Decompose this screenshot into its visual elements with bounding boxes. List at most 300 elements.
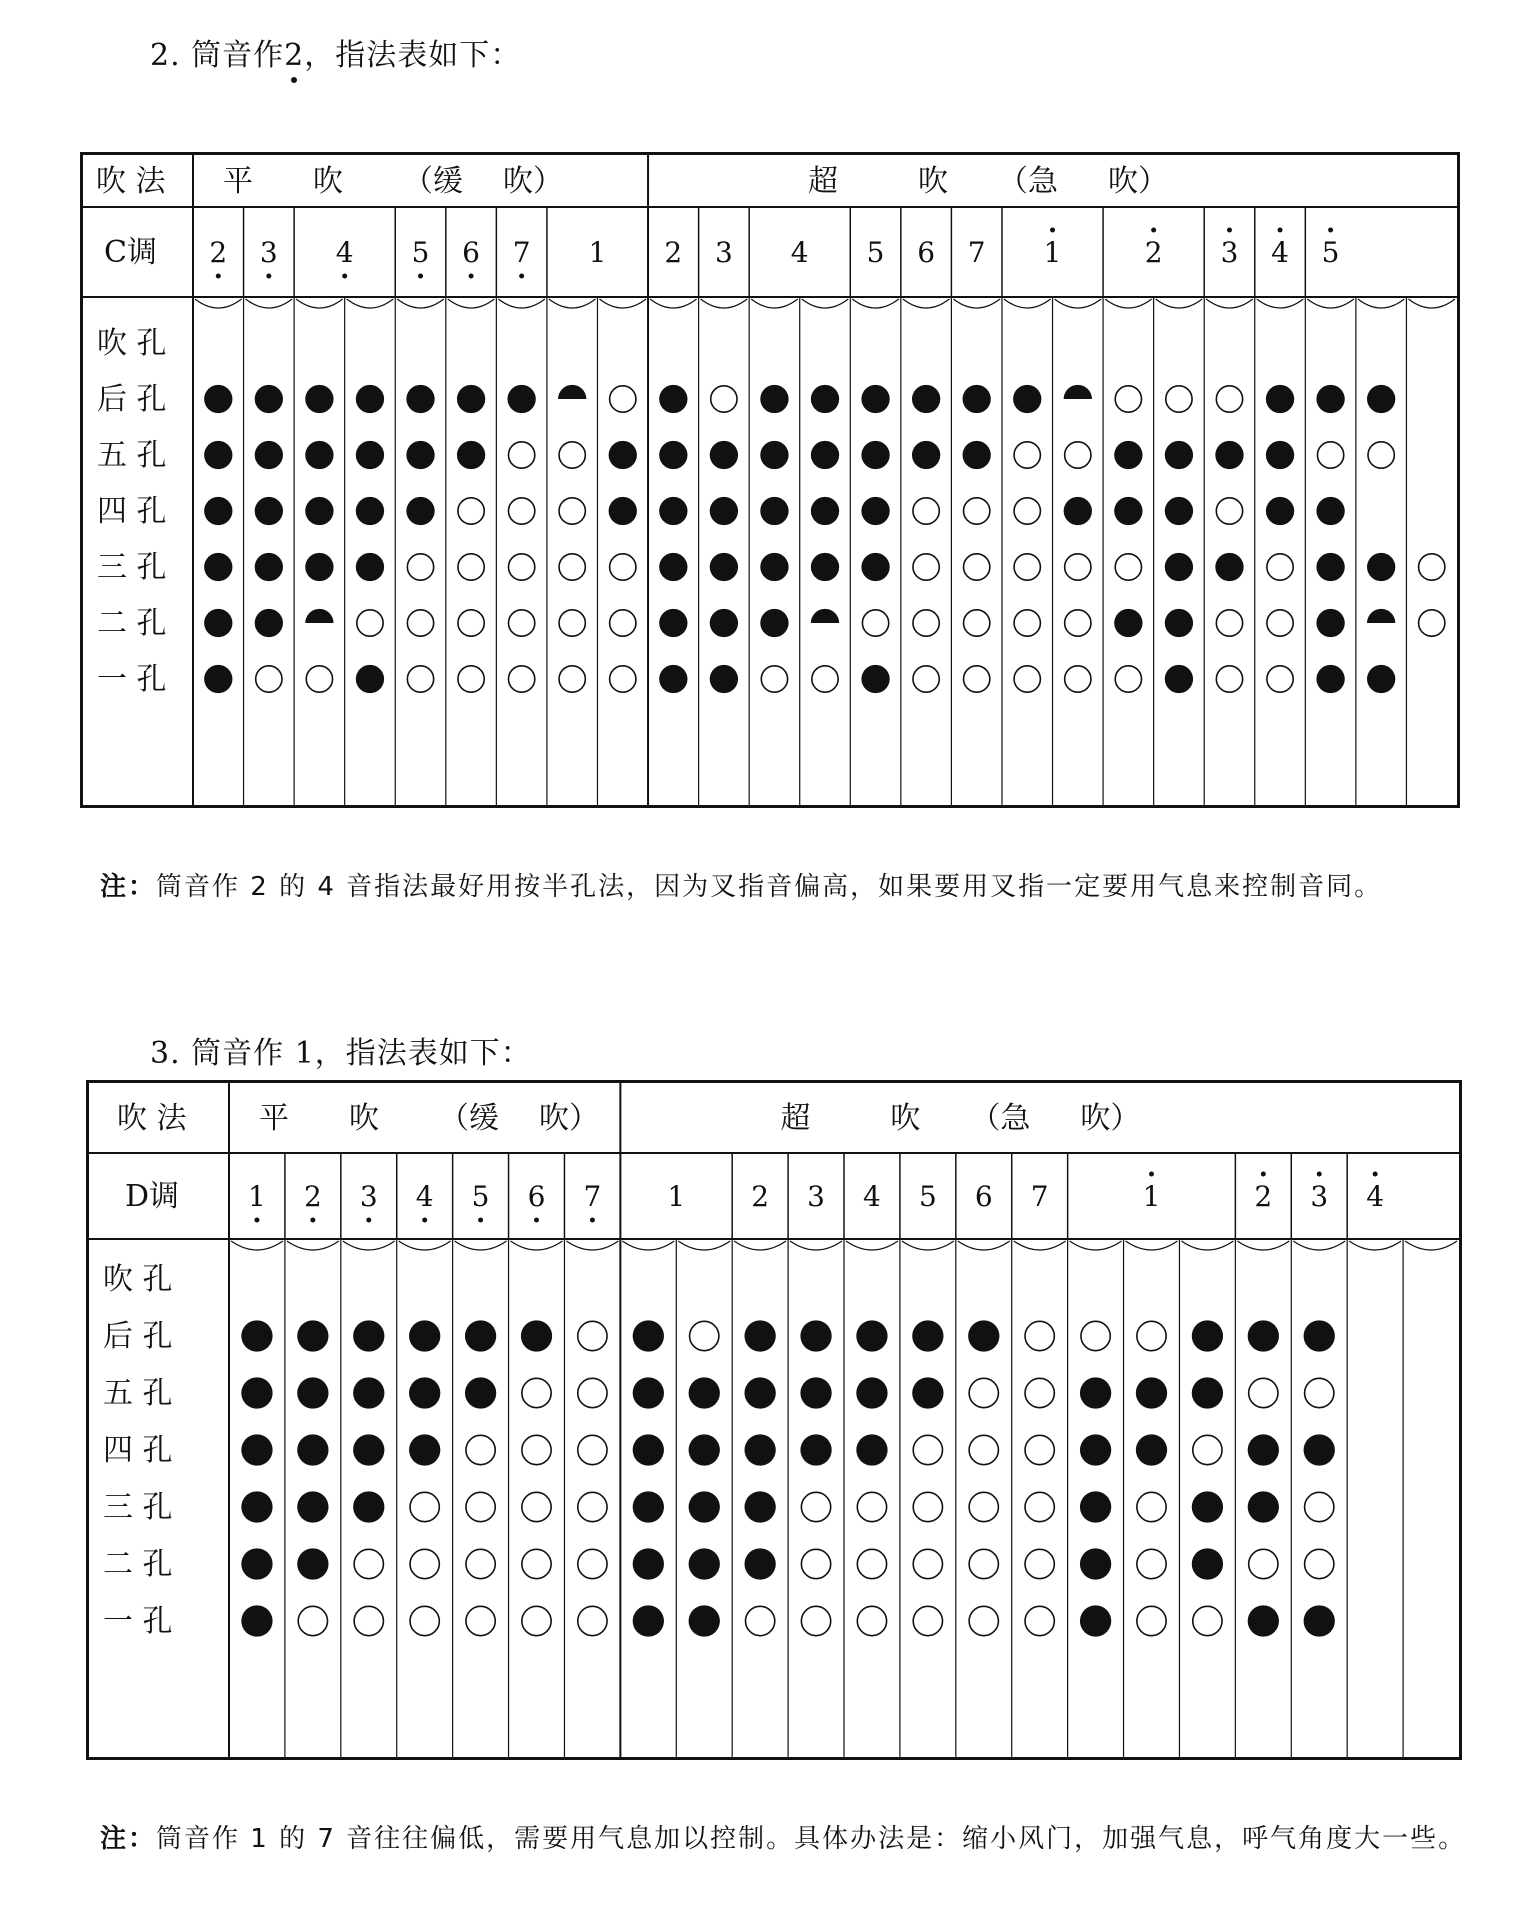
- open-hole-icon: [410, 1549, 439, 1578]
- open-hole-icon: [578, 1549, 607, 1578]
- open-hole-icon: [1065, 442, 1091, 468]
- over-blow-label: 超: [808, 164, 839, 199]
- half-hole-icon: [1367, 609, 1395, 637]
- open-hole-icon: [354, 1606, 383, 1635]
- open-hole-icon: [522, 1492, 551, 1521]
- note-number: 4: [415, 1180, 434, 1213]
- closed-hole-icon: [811, 553, 839, 581]
- open-hole-icon: [913, 610, 939, 636]
- open-hole-icon: [1305, 1378, 1334, 1407]
- over-blow-label: 吹）: [1108, 164, 1169, 199]
- half-hole-icon: [558, 385, 586, 413]
- closed-hole-icon: [1248, 1605, 1279, 1636]
- column-arc: [953, 299, 1000, 308]
- note-number: 1: [248, 1180, 266, 1213]
- flat-blow-label: 吹）: [503, 164, 563, 199]
- low-octave-dot-icon: [266, 274, 271, 279]
- closed-hole-icon: [356, 553, 384, 581]
- closed-hole-icon: [912, 441, 940, 469]
- open-hole-icon: [1267, 666, 1293, 692]
- open-hole-icon: [964, 554, 990, 580]
- closed-hole-icon: [1304, 1320, 1335, 1351]
- column-arc: [846, 1241, 898, 1250]
- low-octave-dot-icon: [422, 1218, 427, 1223]
- open-hole-icon: [410, 1606, 439, 1635]
- low-octave-dot-icon: [469, 274, 474, 279]
- open-hole-icon: [969, 1378, 998, 1407]
- closed-hole-icon: [856, 1320, 887, 1351]
- open-hole-icon: [407, 666, 433, 692]
- low-octave-dot-icon: [478, 1218, 483, 1223]
- over-blow-label: 吹）: [1080, 1101, 1141, 1136]
- closed-hole-icon: [1064, 497, 1092, 525]
- high-octave-dot-icon: [1050, 228, 1055, 233]
- closed-hole-icon: [1192, 1548, 1223, 1579]
- note-number: 3: [359, 1180, 378, 1213]
- closed-hole-icon: [204, 665, 232, 693]
- closed-hole-icon: [689, 1548, 720, 1579]
- closed-hole-icon: [507, 385, 535, 413]
- column-arc: [246, 299, 293, 308]
- closed-hole-icon: [1080, 1605, 1111, 1636]
- closed-hole-icon: [1304, 1605, 1335, 1636]
- open-hole-icon: [857, 1549, 886, 1578]
- open-hole-icon: [913, 498, 939, 524]
- closed-hole-icon: [659, 441, 687, 469]
- closed-hole-icon: [406, 385, 434, 413]
- open-hole-icon: [559, 610, 585, 636]
- open-hole-icon: [508, 442, 534, 468]
- closed-hole-icon: [710, 497, 738, 525]
- open-hole-icon: [1014, 442, 1040, 468]
- open-hole-icon: [969, 1492, 998, 1521]
- row-label-6: 一 孔: [103, 1604, 173, 1639]
- closed-hole-icon: [861, 441, 889, 469]
- open-hole-icon: [1081, 1321, 1110, 1350]
- closed-hole-icon: [255, 441, 283, 469]
- closed-hole-icon: [241, 1548, 272, 1579]
- open-hole-icon: [1249, 1549, 1278, 1578]
- open-hole-icon: [578, 1492, 607, 1521]
- column-arc: [448, 299, 495, 308]
- closed-hole-icon: [744, 1320, 775, 1351]
- closed-hole-icon: [633, 1605, 664, 1636]
- open-hole-icon: [801, 1492, 830, 1521]
- closed-hole-icon: [1114, 441, 1142, 469]
- closed-hole-icon: [912, 385, 940, 413]
- closed-hole-icon: [297, 1434, 328, 1465]
- note-number: 6: [974, 1180, 993, 1213]
- note-number: 6: [917, 236, 936, 269]
- note-text: 筒音作 2 的 4 音指法最好用按半孔法，因为叉指音偏高，如果要用叉指一定要用气息来控制音同。: [156, 872, 1383, 902]
- note-number: 2: [1254, 1180, 1273, 1213]
- closed-hole-icon: [204, 609, 232, 637]
- fingering-table-2: [86, 1080, 1462, 1760]
- low-dot-icon: [291, 77, 297, 83]
- open-hole-icon: [610, 386, 636, 412]
- open-hole-icon: [913, 666, 939, 692]
- over-blow-label: 超: [780, 1101, 811, 1136]
- open-hole-icon: [1025, 1435, 1054, 1464]
- open-hole-icon: [578, 1606, 607, 1635]
- note-number: 5: [1321, 236, 1340, 269]
- closed-hole-icon: [356, 665, 384, 693]
- closed-hole-icon: [912, 1377, 943, 1408]
- closed-hole-icon: [760, 385, 788, 413]
- open-hole-icon: [1305, 1549, 1334, 1578]
- closed-hole-icon: [1114, 497, 1142, 525]
- closed-hole-icon: [760, 609, 788, 637]
- closed-hole-icon: [1165, 665, 1193, 693]
- open-hole-icon: [508, 498, 534, 524]
- column-arc: [650, 299, 697, 308]
- closed-hole-icon: [1316, 609, 1344, 637]
- row-label-3: 四 孔: [97, 494, 167, 529]
- low-octave-dot-icon: [590, 1218, 595, 1223]
- row-label-0: 吹 孔: [97, 326, 167, 361]
- closed-hole-icon: [861, 385, 889, 413]
- closed-hole-icon: [1165, 609, 1193, 637]
- closed-hole-icon: [710, 609, 738, 637]
- open-hole-icon: [1249, 1378, 1278, 1407]
- column-arc: [678, 1241, 730, 1250]
- open-hole-icon: [1267, 610, 1293, 636]
- closed-hole-icon: [297, 1548, 328, 1579]
- closed-hole-icon: [1192, 1320, 1223, 1351]
- open-hole-icon: [913, 554, 939, 580]
- open-hole-icon: [559, 442, 585, 468]
- row-label-6: 一 孔: [97, 662, 167, 697]
- closed-hole-icon: [406, 441, 434, 469]
- closed-hole-icon: [1367, 665, 1395, 693]
- closed-hole-icon: [1266, 441, 1294, 469]
- column-arc: [1307, 299, 1354, 308]
- open-hole-icon: [1014, 610, 1040, 636]
- closed-hole-icon: [659, 665, 687, 693]
- closed-hole-icon: [744, 1491, 775, 1522]
- closed-hole-icon: [963, 385, 991, 413]
- note-number: 7: [583, 1180, 602, 1213]
- open-hole-icon: [578, 1321, 607, 1350]
- closed-hole-icon: [1080, 1434, 1111, 1465]
- open-hole-icon: [610, 610, 636, 636]
- note-label: 注：: [100, 872, 157, 902]
- open-hole-icon: [913, 1435, 942, 1464]
- open-hole-icon: [578, 1378, 607, 1407]
- closed-hole-icon: [241, 1605, 272, 1636]
- heading-prefix: 2. 筒音作: [150, 38, 285, 73]
- column-arc: [397, 299, 444, 308]
- open-hole-icon: [711, 386, 737, 412]
- blow-method-label: 吹 法: [96, 164, 166, 199]
- closed-hole-icon: [861, 553, 889, 581]
- flat-blow-label: 吹: [349, 1101, 379, 1136]
- closed-hole-icon: [1266, 385, 1294, 413]
- row-label-1: 后 孔: [97, 382, 167, 417]
- open-hole-icon: [1305, 1492, 1334, 1521]
- column-arc: [399, 1241, 451, 1250]
- column-arc: [195, 299, 242, 308]
- column-arc: [1070, 1241, 1122, 1250]
- open-hole-icon: [354, 1549, 383, 1578]
- open-hole-icon: [458, 498, 484, 524]
- high-octave-dot-icon: [1227, 228, 1232, 233]
- over-blow-label: （急: [970, 1101, 1031, 1136]
- section-2-note: [100, 1810, 1480, 1868]
- heading-suffix: ，指法表如下：: [304, 38, 522, 73]
- over-blow-label: （急: [998, 164, 1059, 199]
- high-octave-dot-icon: [1151, 228, 1156, 233]
- note-number: 1: [588, 236, 607, 269]
- row-label-4: 三 孔: [103, 1490, 173, 1525]
- open-hole-icon: [964, 610, 990, 636]
- note-number: 7: [967, 236, 986, 269]
- closed-hole-icon: [1248, 1320, 1279, 1351]
- closed-hole-icon: [465, 1320, 496, 1351]
- column-arc: [1181, 1241, 1233, 1250]
- column-arc: [343, 1241, 395, 1250]
- flat-blow-label: （缓: [403, 164, 463, 199]
- closed-hole-icon: [521, 1320, 552, 1351]
- open-hole-icon: [862, 610, 888, 636]
- open-hole-icon: [1193, 1606, 1222, 1635]
- closed-hole-icon: [353, 1434, 384, 1465]
- closed-hole-icon: [255, 497, 283, 525]
- closed-hole-icon: [241, 1377, 272, 1408]
- over-blow-label: 吹: [890, 1101, 921, 1136]
- closed-hole-icon: [1316, 665, 1344, 693]
- open-hole-icon: [559, 666, 585, 692]
- open-hole-icon: [964, 498, 990, 524]
- open-hole-icon: [466, 1549, 495, 1578]
- closed-hole-icon: [744, 1434, 775, 1465]
- closed-hole-icon: [744, 1548, 775, 1579]
- column-arc: [1055, 299, 1102, 308]
- open-hole-icon: [857, 1606, 886, 1635]
- column-arc: [1293, 1241, 1345, 1250]
- closed-hole-icon: [609, 497, 637, 525]
- closed-hole-icon: [297, 1377, 328, 1408]
- open-hole-icon: [410, 1492, 439, 1521]
- open-hole-icon: [964, 666, 990, 692]
- open-hole-icon: [458, 610, 484, 636]
- closed-hole-icon: [811, 497, 839, 525]
- fingering-table-1: [80, 152, 1460, 808]
- closed-hole-icon: [409, 1434, 440, 1465]
- high-octave-dot-icon: [1317, 1172, 1322, 1177]
- note-number: 5: [918, 1180, 937, 1213]
- column-arc: [511, 1241, 563, 1250]
- column-arc: [790, 1241, 842, 1250]
- closed-hole-icon: [1080, 1491, 1111, 1522]
- open-hole-icon: [913, 1606, 942, 1635]
- column-arc: [852, 299, 899, 308]
- open-hole-icon: [1065, 554, 1091, 580]
- note-number: 2: [664, 236, 683, 269]
- open-hole-icon: [610, 666, 636, 692]
- closed-hole-icon: [255, 553, 283, 581]
- open-hole-icon: [407, 610, 433, 636]
- closed-hole-icon: [1192, 1491, 1223, 1522]
- note-number: 4: [863, 1180, 881, 1213]
- open-hole-icon: [559, 498, 585, 524]
- column-arc: [701, 299, 748, 308]
- column-arc: [1206, 299, 1253, 308]
- closed-hole-icon: [689, 1491, 720, 1522]
- closed-hole-icon: [356, 497, 384, 525]
- open-hole-icon: [1025, 1378, 1054, 1407]
- closed-hole-icon: [356, 441, 384, 469]
- row-label-4: 三 孔: [97, 550, 167, 585]
- column-arc: [347, 299, 394, 308]
- flat-blow-label: 平: [259, 1101, 289, 1136]
- column-arc: [1408, 299, 1455, 308]
- closed-hole-icon: [1367, 385, 1395, 413]
- open-hole-icon: [969, 1606, 998, 1635]
- closed-hole-icon: [659, 553, 687, 581]
- closed-hole-icon: [800, 1434, 831, 1465]
- note-number: 3: [259, 236, 278, 269]
- note-number: 4: [1271, 236, 1289, 269]
- closed-hole-icon: [204, 441, 232, 469]
- closed-hole-icon: [633, 1434, 664, 1465]
- open-hole-icon: [1137, 1549, 1166, 1578]
- closed-hole-icon: [241, 1491, 272, 1522]
- column-arc: [1405, 1241, 1457, 1250]
- high-octave-dot-icon: [1328, 228, 1333, 233]
- note-number: 2: [751, 1180, 770, 1213]
- low-octave-dot-icon: [366, 1218, 371, 1223]
- note-number: 3: [714, 236, 733, 269]
- closed-hole-icon: [1136, 1434, 1167, 1465]
- open-hole-icon: [466, 1492, 495, 1521]
- closed-hole-icon: [659, 497, 687, 525]
- closed-hole-icon: [1316, 497, 1344, 525]
- flat-blow-label: 平: [223, 164, 253, 199]
- row-label-2: 五 孔: [103, 1376, 173, 1411]
- note-number: 4: [790, 236, 809, 269]
- column-arc: [296, 299, 343, 308]
- row-label-5: 二 孔: [103, 1547, 173, 1582]
- open-hole-icon: [1216, 498, 1242, 524]
- low-octave-dot-icon: [342, 274, 347, 279]
- open-hole-icon: [1216, 610, 1242, 636]
- column-arc: [1156, 299, 1203, 308]
- open-hole-icon: [578, 1435, 607, 1464]
- closed-hole-icon: [861, 665, 889, 693]
- column-arc: [498, 299, 545, 308]
- note-number: 1: [1142, 1180, 1161, 1213]
- closed-hole-icon: [1215, 441, 1243, 469]
- open-hole-icon: [801, 1606, 830, 1635]
- closed-hole-icon: [1192, 1377, 1223, 1408]
- section-1-note: [100, 858, 1480, 916]
- low-octave-dot-icon: [216, 274, 221, 279]
- open-hole-icon: [812, 666, 838, 692]
- open-hole-icon: [1368, 442, 1394, 468]
- section-2-heading: [150, 1028, 532, 1072]
- key-label: D调: [125, 1179, 180, 1214]
- open-hole-icon: [1419, 610, 1445, 636]
- closed-hole-icon: [1316, 385, 1344, 413]
- closed-hole-icon: [633, 1320, 664, 1351]
- column-arc: [599, 299, 646, 308]
- column-arc: [455, 1241, 507, 1250]
- closed-hole-icon: [305, 385, 333, 413]
- closed-hole-icon: [1266, 497, 1294, 525]
- closed-hole-icon: [1136, 1377, 1167, 1408]
- open-hole-icon: [857, 1492, 886, 1521]
- closed-hole-icon: [1316, 553, 1344, 581]
- column-arc: [1237, 1241, 1289, 1250]
- note-number: 3: [807, 1180, 825, 1213]
- fingering-grid-2: [89, 1083, 1459, 1757]
- open-hole-icon: [1025, 1549, 1054, 1578]
- column-arc: [622, 1241, 674, 1250]
- open-hole-icon: [306, 666, 332, 692]
- closed-hole-icon: [710, 441, 738, 469]
- closed-hole-icon: [1367, 553, 1395, 581]
- note-number: 4: [1366, 1180, 1385, 1213]
- closed-hole-icon: [811, 385, 839, 413]
- column-arc: [902, 1241, 954, 1250]
- closed-hole-icon: [856, 1377, 887, 1408]
- note-number: 3: [1220, 236, 1239, 269]
- note-number: 6: [462, 236, 480, 269]
- closed-hole-icon: [457, 385, 485, 413]
- closed-hole-icon: [760, 441, 788, 469]
- closed-hole-icon: [241, 1320, 272, 1351]
- closed-hole-icon: [1304, 1434, 1335, 1465]
- open-hole-icon: [1025, 1492, 1054, 1521]
- closed-hole-icon: [409, 1377, 440, 1408]
- fingering-grid-1: [83, 155, 1457, 805]
- closed-hole-icon: [689, 1434, 720, 1465]
- closed-hole-icon: [305, 553, 333, 581]
- open-hole-icon: [407, 554, 433, 580]
- open-hole-icon: [522, 1549, 551, 1578]
- high-octave-dot-icon: [1149, 1172, 1154, 1177]
- open-hole-icon: [466, 1606, 495, 1635]
- closed-hole-icon: [968, 1320, 999, 1351]
- open-hole-icon: [458, 666, 484, 692]
- row-label-0: 吹 孔: [103, 1262, 173, 1297]
- open-hole-icon: [1216, 386, 1242, 412]
- note-number: 7: [512, 236, 531, 269]
- closed-hole-icon: [760, 497, 788, 525]
- row-label-2: 五 孔: [97, 438, 167, 473]
- open-hole-icon: [969, 1435, 998, 1464]
- closed-hole-icon: [710, 665, 738, 693]
- low-octave-dot-icon: [519, 274, 524, 279]
- open-hole-icon: [1166, 386, 1192, 412]
- closed-hole-icon: [457, 441, 485, 469]
- closed-hole-icon: [1114, 609, 1142, 637]
- open-hole-icon: [1193, 1435, 1222, 1464]
- open-hole-icon: [1065, 610, 1091, 636]
- open-hole-icon: [1419, 554, 1445, 580]
- note-number: 7: [1030, 1180, 1049, 1213]
- closed-hole-icon: [353, 1377, 384, 1408]
- key-label: C调: [104, 235, 157, 270]
- closed-hole-icon: [912, 1320, 943, 1351]
- closed-hole-icon: [861, 497, 889, 525]
- closed-hole-icon: [1248, 1491, 1279, 1522]
- open-hole-icon: [559, 554, 585, 580]
- column-arc: [1014, 1241, 1066, 1250]
- low-octave-dot-icon: [418, 274, 423, 279]
- closed-hole-icon: [1165, 497, 1193, 525]
